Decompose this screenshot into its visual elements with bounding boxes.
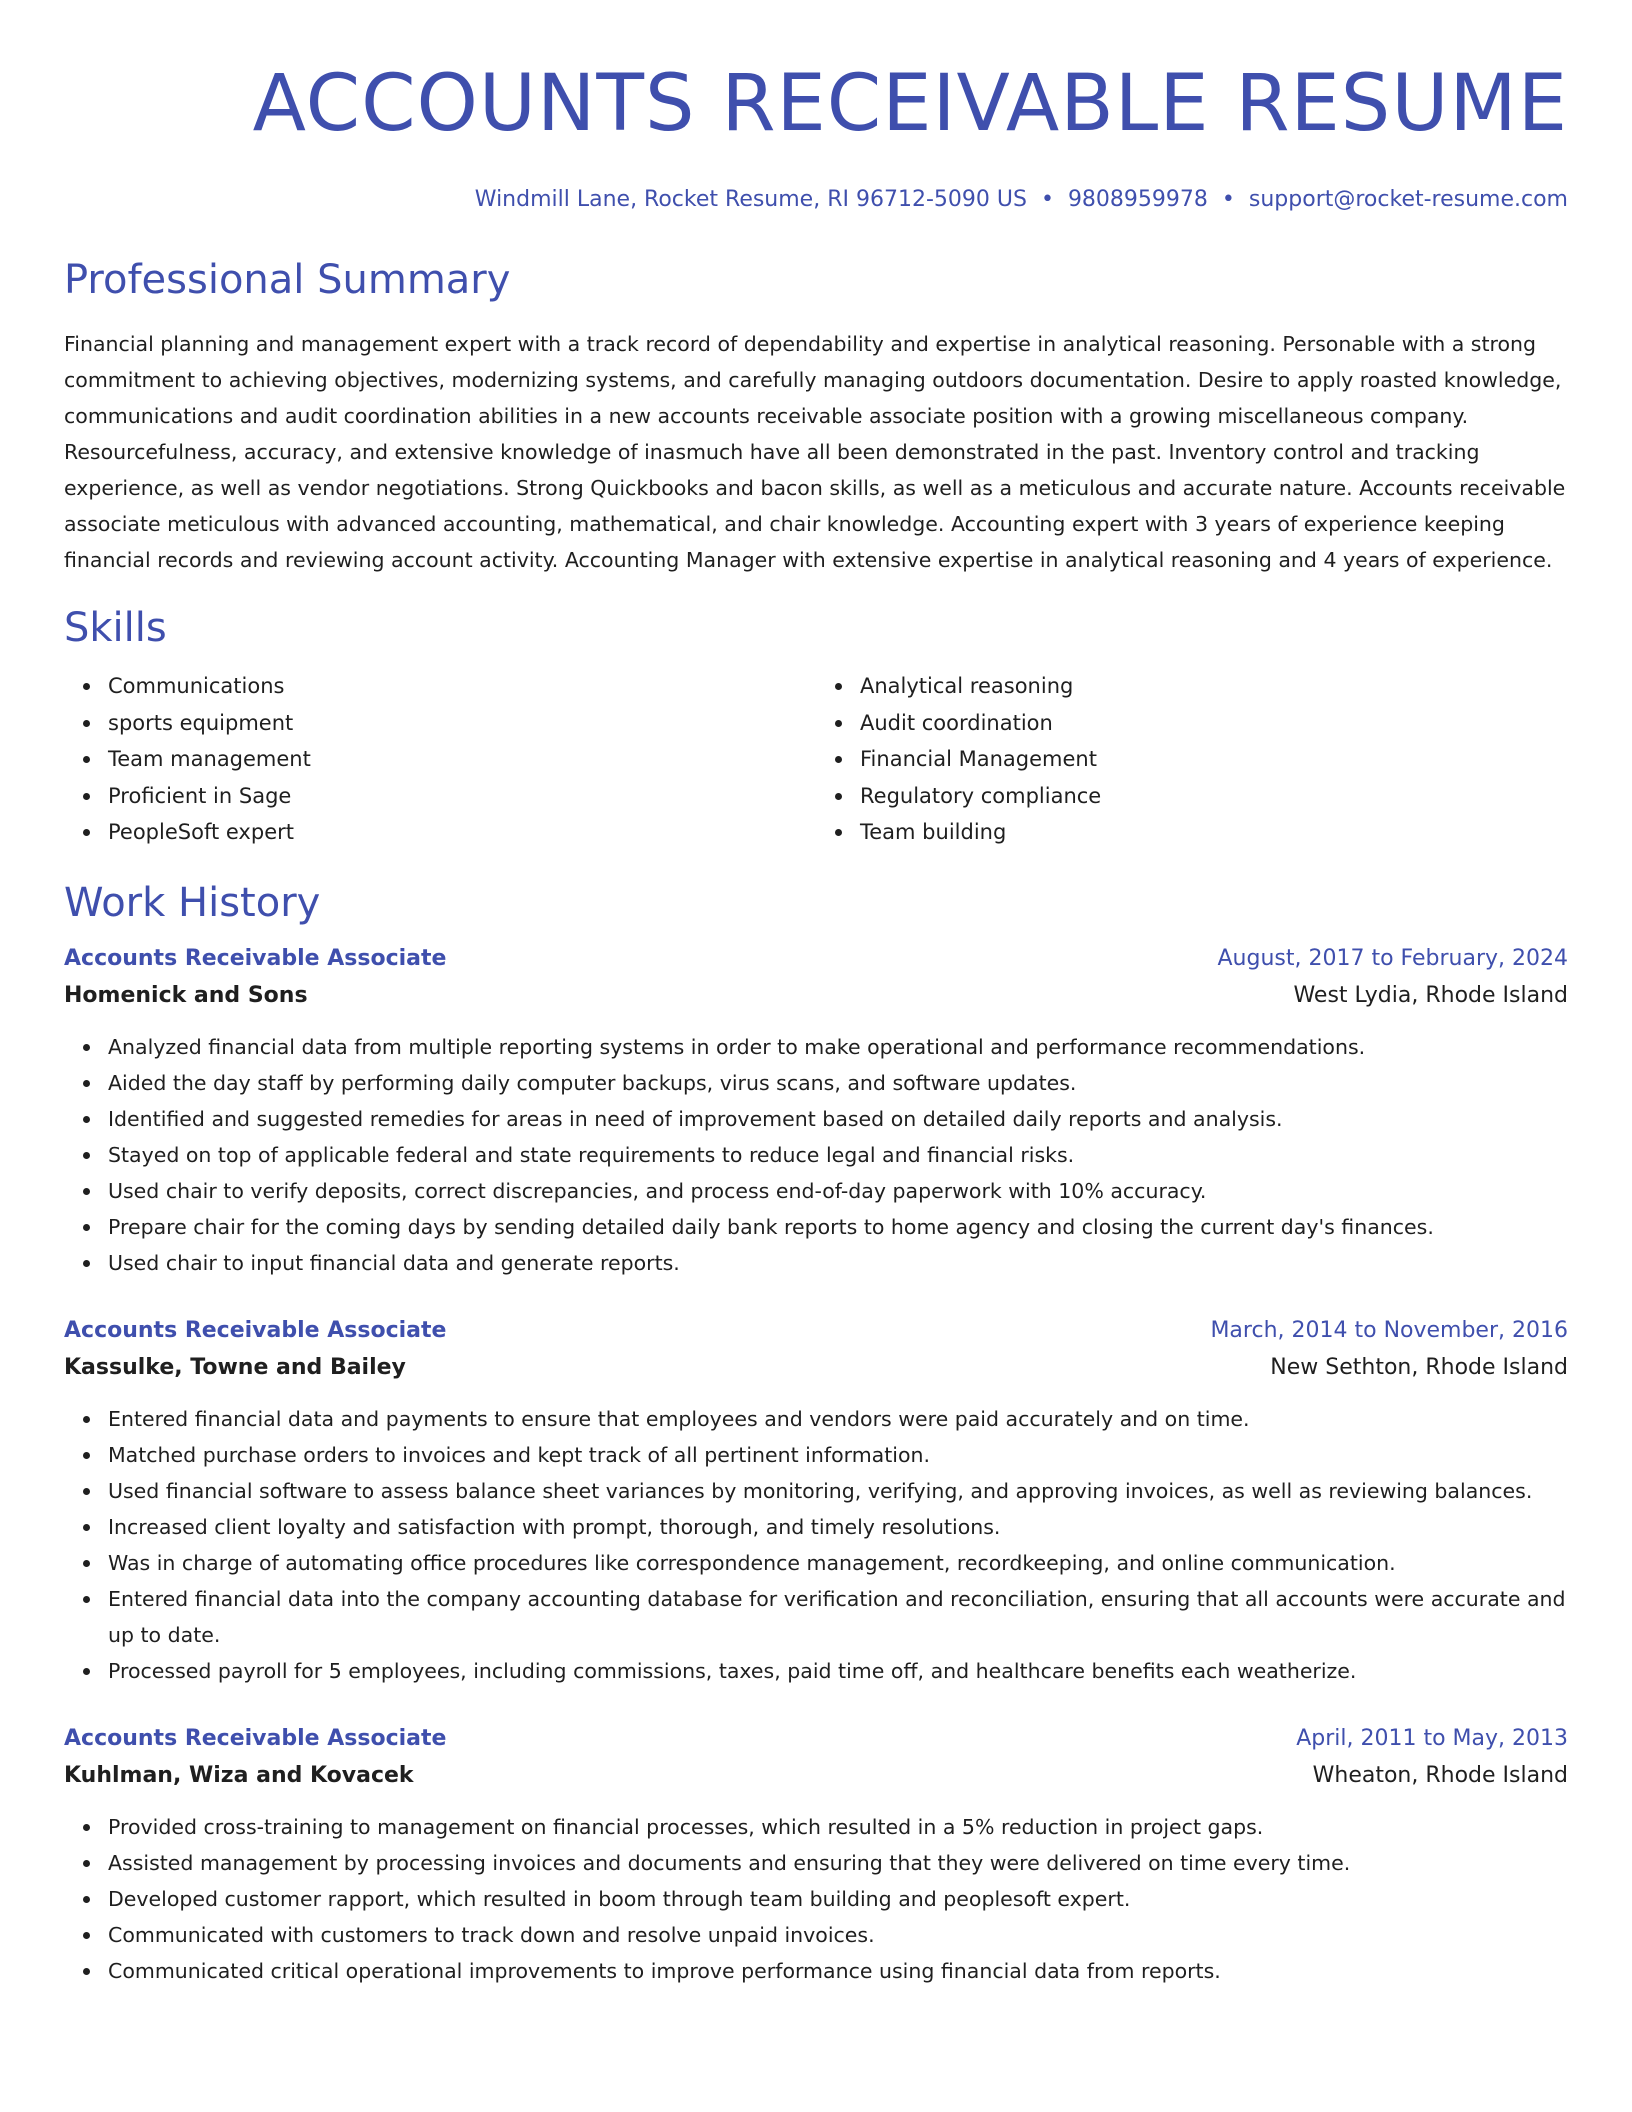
contact-separator: • — [1040, 187, 1054, 212]
skill-item: Analytical reasoning — [860, 668, 1568, 705]
job-title-row — [64, 1721, 1568, 1757]
job-company-row — [64, 1349, 1568, 1387]
job-company: Kassulke, Towne and Bailey — [64, 1354, 406, 1380]
job-title: Accounts Receivable Associate — [64, 945, 447, 971]
job-dates: April, 2011 to May, 2013 — [1296, 1725, 1568, 1751]
job-company: Kuhlman, Wiza and Kovacek — [64, 1762, 414, 1788]
skills-list-left — [64, 668, 816, 851]
job-bullets — [64, 1401, 1568, 1689]
job-bullet: Prepare chair for the coming days by sending detailed daily bank reports to home agency and closing the current day's finances. — [108, 1209, 1568, 1245]
skill-item: Proficient in Sage — [108, 778, 816, 815]
job-title-row — [64, 1313, 1568, 1349]
job-bullet: Used chair to input financial data and generate reports. — [108, 1245, 1568, 1281]
skill-item: sports equipment — [108, 705, 816, 742]
section-title-summary: Professional Summary — [64, 257, 511, 303]
contact-separator: • — [1221, 187, 1235, 212]
job-company-row — [64, 977, 1568, 1015]
job-bullet: Assisted management by processing invoices and documents and ensuring that they were delivered on time every time. — [108, 1845, 1568, 1881]
job-bullet: Communicated with customers to track down and resolve unpaid invoices. — [108, 1917, 1568, 1953]
skills-list-right — [816, 668, 1568, 851]
contact-address: Windmill Lane, Rocket Resume, RI 96712-5090 US — [474, 187, 1027, 212]
job-entry — [64, 941, 1568, 1281]
skill-item: Financial Management — [860, 741, 1568, 778]
skills-columns — [64, 668, 1568, 851]
skills-section — [64, 600, 1568, 851]
job-bullet: Used financial software to assess balance sheet variances by monitoring, verifying, and approving invoices, as well as reviewing balances. — [108, 1473, 1568, 1509]
job-bullet: Identified and suggested remedies for areas in need of improvement based on detailed daily reports and analysis. — [108, 1101, 1568, 1137]
job-bullet: Developed customer rapport, which resulted in boom through team building and peoplesoft expert. — [108, 1881, 1568, 1917]
job-entry — [64, 1313, 1568, 1689]
contact-email[interactable]: support@rocket-resume.com — [1248, 187, 1568, 212]
job-bullet: Increased client loyalty and satisfaction with prompt, thorough, and timely resolutions. — [108, 1509, 1568, 1545]
job-bullet: Stayed on top of applicable federal and state requirements to reduce legal and financial risks. — [108, 1137, 1568, 1173]
skill-item: PeopleSoft expert — [108, 814, 816, 851]
job-location: Wheaton, Rhode Island — [1312, 1762, 1568, 1788]
job-title: Accounts Receivable Associate — [64, 1317, 447, 1343]
section-title-work: Work History — [64, 879, 321, 926]
job-dates: March, 2014 to November, 2016 — [1210, 1317, 1568, 1343]
summary-text: Financial planning and management expert with a track record of dependability and expertise in analytical reasoning. Personable with a strong commitment to achieving objectives, modernizing systems, and carefully managing outdoors documentation. Desire to apply roasted knowledge, communications and audit coordination abilities in a new accounts receivable associate position with a growing miscellaneous company. Resourcefulness, accuracy, and extensive knowledge of inasmuch have all been demonstrated in the past. Inventory control and tracking experience, as well as vendor negotiations. Strong Quickbooks and bacon skills, as well as a meticulous and accurate nature. Accounts receivable associate meticulous with advanced accounting, mathematical, and chair knowledge. Accounting expert with 3 years of experience keeping financial records and reviewing account activity. Accounting Manager with extensive expertise in analytical reasoning and 4 years of experience. — [64, 332, 1566, 572]
job-title: Accounts Receivable Associate — [64, 1725, 447, 1751]
job-dates: August, 2017 to February, 2024 — [1217, 945, 1568, 971]
job-bullets — [64, 1029, 1568, 1281]
resume-name: ACCOUNTS RECEIVABLE RESUME — [252, 59, 1568, 149]
contact-phone: 9808959978 — [1067, 187, 1208, 212]
job-bullet: Entered financial data and payments to ensure that employees and vendors were paid accurately and on time. — [108, 1401, 1568, 1437]
job-title-row — [64, 941, 1568, 977]
skill-item: Team building — [860, 814, 1568, 851]
work-section — [64, 875, 1568, 1989]
job-bullet: Was in charge of automating office procedures like correspondence management, recordkeeping, and online communication. — [108, 1545, 1568, 1581]
job-bullets — [64, 1809, 1568, 1989]
job-company: Homenick and Sons — [64, 982, 308, 1008]
section-title-skills: Skills — [64, 605, 167, 651]
job-bullet: Processed payroll for 5 employees, including commissions, taxes, paid time off, and healthcare benefits each weatherize. — [108, 1653, 1568, 1689]
skill-item: Communications — [108, 668, 816, 705]
resume-header — [64, 48, 1568, 216]
skill-item: Audit coordination — [860, 705, 1568, 742]
job-bullet: Communicated critical operational improvements to improve performance using financial data from reports. — [108, 1953, 1568, 1989]
job-bullet: Provided cross-training to management on financial processes, which resulted in a 5% reduction in project gaps. — [108, 1809, 1568, 1845]
job-location: West Lydia, Rhode Island — [1293, 982, 1568, 1008]
skill-item: Team management — [108, 741, 816, 778]
job-bullet: Analyzed financial data from multiple reporting systems in order to make operational and performance recommendations. — [108, 1029, 1568, 1065]
job-entry — [64, 1721, 1568, 1989]
job-location: New Sethton, Rhode Island — [1270, 1354, 1568, 1380]
job-bullet: Entered financial data into the company accounting database for verification and reconciliation, ensuring that all accounts were accurate and up to date. — [108, 1581, 1568, 1653]
job-bullet: Matched purchase orders to invoices and kept track of all pertinent information. — [108, 1437, 1568, 1473]
job-company-row — [64, 1757, 1568, 1795]
contact-line — [64, 184, 1568, 216]
job-bullet: Aided the day staff by performing daily computer backups, virus scans, and software updates. — [108, 1065, 1568, 1101]
job-bullet: Used chair to verify deposits, correct discrepancies, and process end-of-day paperwork with 10% accuracy. — [108, 1173, 1568, 1209]
skill-item: Regulatory compliance — [860, 778, 1568, 815]
summary-section — [64, 252, 1568, 578]
